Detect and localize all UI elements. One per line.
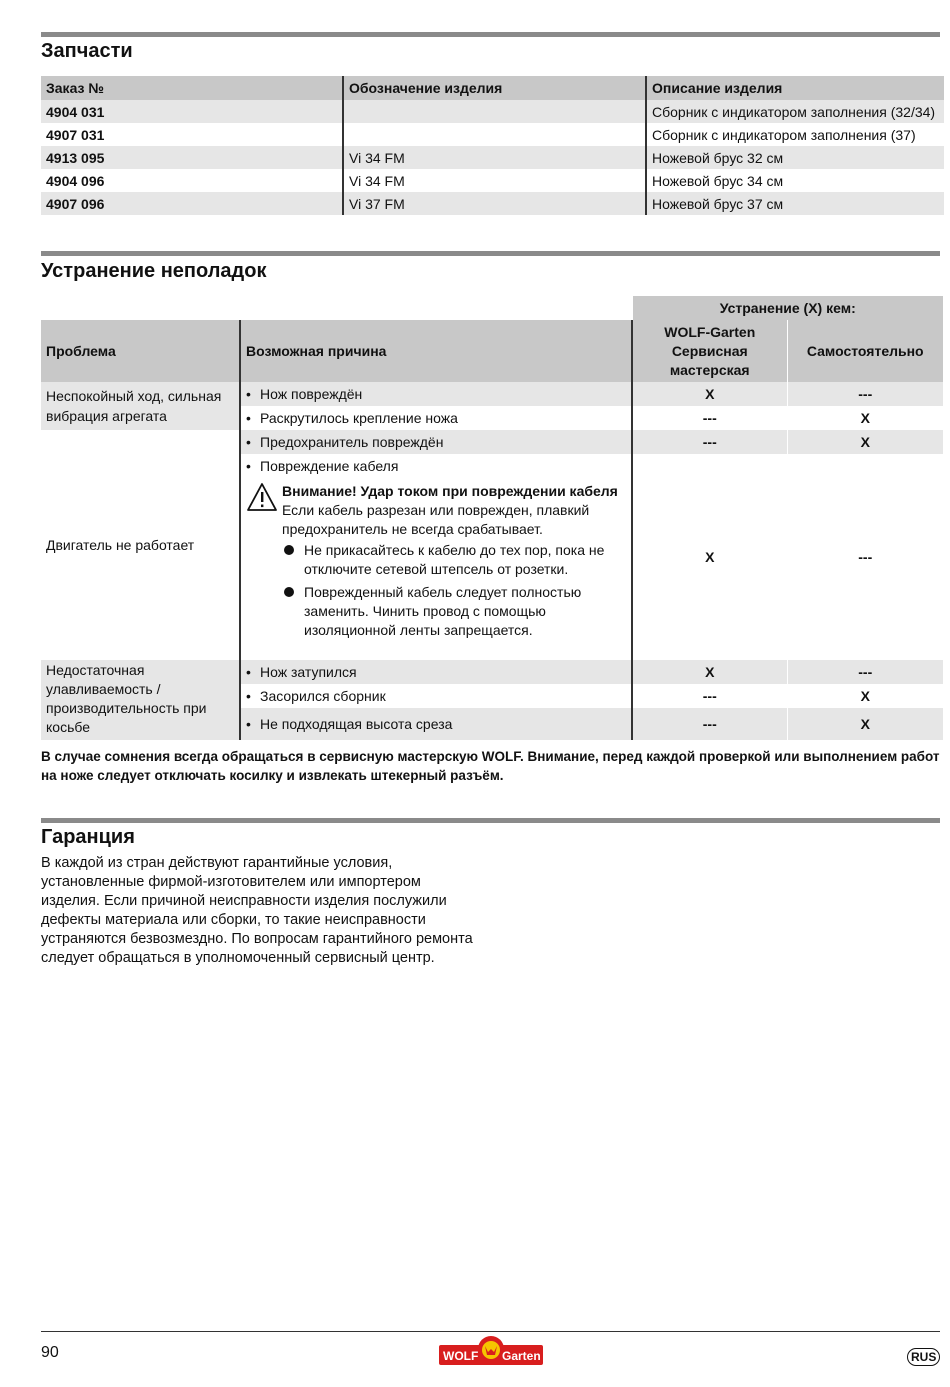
column-header-description: Описание изделия xyxy=(646,76,944,100)
section-rule xyxy=(41,251,940,256)
service-cell: X xyxy=(632,454,787,660)
table-header-row xyxy=(41,76,944,100)
table-row xyxy=(41,430,943,454)
cause-text: Нож повреждён xyxy=(260,386,363,402)
problem-cell: Двигатель не работает xyxy=(46,537,195,553)
cause-text: Предохранитель повреждён xyxy=(260,434,444,450)
self-cell: X xyxy=(787,406,943,430)
column-header-service: WOLF-Garten Сервисная мастерская xyxy=(632,320,787,382)
self-cell: --- xyxy=(787,454,943,660)
service-cell: X xyxy=(632,660,787,684)
self-cell: --- xyxy=(787,382,943,406)
cause-cell xyxy=(240,382,632,406)
list-item xyxy=(282,583,626,640)
section-rule xyxy=(41,818,940,823)
description: Ножевой брус 37 см xyxy=(646,192,944,215)
problem-cell: Недостаточная улавливаемость / производительность при косьбе xyxy=(41,660,240,740)
table-header-row xyxy=(41,320,943,382)
service-cell: --- xyxy=(632,708,787,740)
column-header-problem: Проблема xyxy=(41,320,240,382)
designation: Vi 34 FM xyxy=(343,169,646,192)
list-item-text: Не прикасайтесь к кабелю до тех пор, пока не отключите сетевой штепсель от розетки. xyxy=(304,542,605,577)
warranty-title: Гаранция xyxy=(41,826,135,848)
cause-text: Нож затупился xyxy=(260,664,357,680)
table-group-header-row xyxy=(41,296,943,320)
cause-cell xyxy=(240,660,632,684)
troubleshooting-title: Устранение неполадок xyxy=(41,260,267,282)
cause-cell xyxy=(240,708,632,740)
bullet-icon: • xyxy=(246,664,251,680)
section-rule xyxy=(41,32,940,37)
cause-text: Засорился сборник xyxy=(260,688,386,704)
problem-cell: Неспокойный ход, сильная вибрация агрегата xyxy=(41,382,240,430)
bullet-icon: • xyxy=(246,458,251,474)
language-badge: RUS xyxy=(907,1348,940,1366)
designation: Vi 37 FM xyxy=(343,192,646,215)
bullet-icon: • xyxy=(246,716,251,732)
logo-left-text: WOLF xyxy=(443,1349,479,1363)
designation xyxy=(343,123,646,146)
order-number: 4907 096 xyxy=(41,192,343,215)
order-number: 4913 095 xyxy=(41,146,343,169)
warning-block xyxy=(246,476,626,644)
table-row xyxy=(41,192,944,215)
bullet-icon: • xyxy=(246,434,251,450)
service-cell: --- xyxy=(632,684,787,708)
wolf-garten-logo xyxy=(439,1335,543,1372)
designation: Vi 34 FM xyxy=(343,146,646,169)
bullet-dot-icon xyxy=(284,587,294,597)
service-cell: --- xyxy=(632,430,787,454)
footer-rule xyxy=(41,1331,940,1332)
table-row xyxy=(41,382,943,406)
cause-cell xyxy=(240,406,632,430)
warning-title: Внимание! Удар током при повреждении кабеля xyxy=(282,483,618,499)
page-number: 90 xyxy=(41,1344,59,1361)
table-row xyxy=(41,123,944,146)
table-row xyxy=(41,100,944,123)
description: Ножевой брус 32 см xyxy=(646,146,944,169)
cause-text: Не подходящая высота среза xyxy=(260,716,453,732)
service-note: В случае сомнения всегда обращаться в сервисную мастерскую WOLF. Внимание, перед каждой проверкой или выполнением работ на ноже следует отключать косилку и извлекать штекерный разъём. xyxy=(41,749,940,783)
logo-right-text: Garten xyxy=(502,1349,541,1363)
service-cell: X xyxy=(632,382,787,406)
list-item-text: Поврежденный кабель следует полностью заменить. Чинить провод с помощью изоляционной ленты запрещается. xyxy=(304,584,582,638)
description: Сборник с индикатором заполнения (32/34) xyxy=(646,100,944,123)
service-cell: --- xyxy=(632,406,787,430)
table-row xyxy=(41,169,944,192)
bullet-dot-icon xyxy=(284,545,294,555)
order-number: 4904 031 xyxy=(41,100,343,123)
warranty-text: В каждой из стран действуют гарантийные условия, установленные фирмой-изготовителем или импортером изделия. Если причиной неисправности изделия послужили дефекты материала или сборки, то такие неисправности устраняются безвозмездно. По вопросам гарантийного ремонта следует обращаться в уполномоченный сервисный центр. xyxy=(41,855,473,966)
cause-cell xyxy=(240,684,632,708)
spare-parts-table xyxy=(41,76,944,215)
cause-text: Раскрутилось крепление ножа xyxy=(260,410,458,426)
bullet-icon: • xyxy=(246,386,251,402)
designation xyxy=(343,100,646,123)
group-header: Устранение (X) кем: xyxy=(632,296,943,320)
column-header-order: Заказ № xyxy=(41,76,343,100)
list-item xyxy=(282,541,626,579)
table-row xyxy=(41,146,944,169)
bullet-icon: • xyxy=(246,688,251,704)
column-header-cause: Возможная причина xyxy=(240,320,632,382)
bullet-icon: • xyxy=(246,410,251,426)
column-header-self: Самостоятельно xyxy=(787,320,943,382)
self-cell: X xyxy=(787,708,943,740)
order-number: 4907 031 xyxy=(46,126,105,143)
column-header-designation: Обозначение изделия xyxy=(343,76,646,100)
cause-text: Повреждение кабеля xyxy=(260,458,399,474)
self-cell: X xyxy=(787,684,943,708)
description: Сборник с индикатором заполнения (37) xyxy=(646,123,944,146)
warning-text: Если кабель разрезан или поврежден, плавкий предохранитель не всегда срабатывает. xyxy=(282,502,590,537)
self-cell: X xyxy=(787,430,943,454)
description: Ножевой брус 34 см xyxy=(646,169,944,192)
spare-parts-title: Запчасти xyxy=(41,40,133,62)
troubleshooting-table xyxy=(41,296,943,740)
order-number: 4904 096 xyxy=(46,172,105,189)
warning-triangle-icon xyxy=(246,482,282,640)
table-row xyxy=(41,660,943,684)
self-cell: --- xyxy=(787,660,943,684)
cause-cell xyxy=(240,430,632,454)
cause-cell xyxy=(240,454,632,660)
